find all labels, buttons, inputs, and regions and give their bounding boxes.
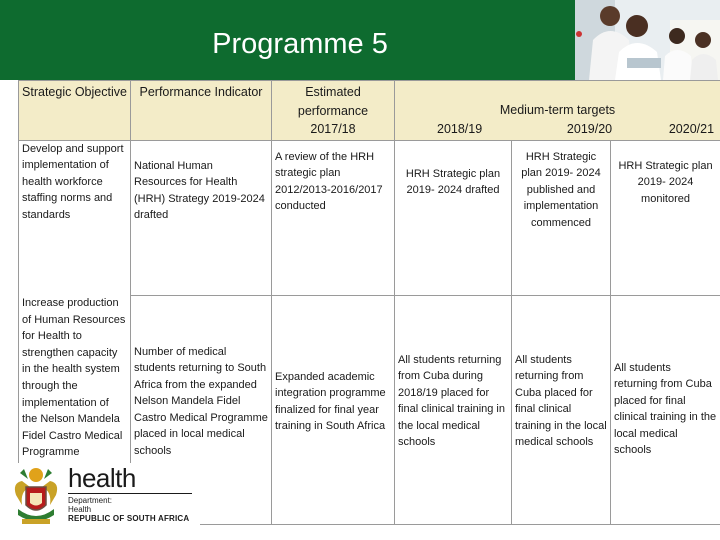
row2-target-2018-19-text: All students returning from Cuba during 2018/19 placed for final clinical training in the local medical schools	[398, 353, 505, 449]
row2-target-2019-20-text: All students returning from Cuba placed for final clinical training in the local medical schools	[515, 353, 607, 449]
row1-target-2019-20	[512, 140, 611, 295]
header-performance-indicator: Performance Indicator	[131, 81, 272, 141]
logo-dept-line1: Department:	[68, 496, 113, 505]
year-2019-20: 2019/20	[566, 121, 613, 136]
row1-objective-text: Develop and support implementation of health workforce staffing norms and standards	[22, 142, 124, 221]
row1-indicator-text: National Human Resources for Health (HRH) Strategy 2019-2024 drafted	[134, 159, 265, 222]
health-department-logo	[10, 463, 200, 533]
logo-wordmark: health	[68, 463, 136, 493]
row1-estimated-text: A review of the HRH strategic plan 2012/2013-2016/2017 conducted	[275, 150, 383, 213]
year-2020-21: 2020/21	[668, 121, 715, 136]
year-headers	[397, 120, 718, 139]
logo-divider	[68, 493, 192, 494]
header-strategic-objective: Strategic Objective	[19, 81, 131, 141]
row2-target-2019-20	[512, 295, 611, 524]
logo-department	[68, 496, 112, 514]
row1-target-2018-19-text: HRH Strategic plan 2019- 2024 drafted	[405, 167, 501, 197]
row2-target-2018-19	[395, 295, 512, 524]
row1-target-2020-21-text: HRH Strategic plan 2019- 2024 monitored	[618, 159, 713, 205]
row2-indicator-text: Number of medical students returning to South Africa from the expanded Nelson Mandela Fidel Castro Medical Programme placed in local medical schools	[134, 345, 268, 458]
row1-indicator	[131, 140, 272, 295]
header-row	[19, 81, 720, 141]
header-estimated-performance: Estimated performance 2017/18	[272, 81, 395, 141]
coat-of-arms-icon	[10, 465, 62, 529]
year-2018-19: 2018/19	[437, 121, 483, 136]
row1-target-2020-21	[611, 140, 720, 295]
row2-target-2020-21-text: All students returning from Cuba placed for final clinical training in the local medical schools	[614, 361, 717, 457]
row1-target-2019-20-text: HRH Strategic plan 2019- 2024 published and implementation commenced	[521, 150, 601, 229]
row1-target-2018-19	[395, 140, 512, 295]
medium-term-label: Medium-term targets	[499, 103, 616, 117]
logo-dept-line2: Health	[68, 505, 92, 514]
programme-table	[18, 80, 720, 525]
row1-objective	[19, 140, 131, 295]
photo-illustration	[575, 0, 720, 80]
header-medium-term-targets	[395, 81, 720, 141]
header-photo	[575, 0, 720, 80]
logo-country: REPUBLIC OF SOUTH AFRICA	[68, 514, 190, 523]
table-row	[19, 140, 720, 295]
row2-estimated	[272, 295, 395, 524]
slide-title: Programme 5	[212, 28, 388, 60]
title-banner	[0, 0, 720, 80]
row1-estimated	[272, 140, 395, 295]
row2-estimated-text: Expanded academic integration programme finalized for final year training in South Africa	[275, 370, 386, 433]
row2-objective-text: Increase production of Human Resources for Health to strengthen capacity in the health system through the implementation of the Nelson Mandela Fidel Castro Medical Programme	[22, 297, 126, 459]
row2-target-2020-21	[611, 295, 720, 524]
